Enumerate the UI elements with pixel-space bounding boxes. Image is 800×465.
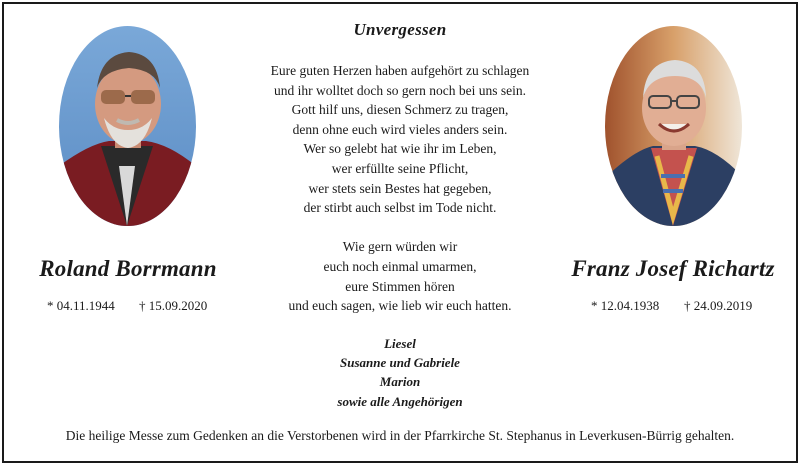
poem-line: Gott hilf uns, diesen Schmerz zu tragen, [291,102,509,118]
name-franz-josef-richartz: Franz Josef Richartz [571,256,775,281]
stanza-gap [240,218,560,238]
signer-name: sowie alle Angehörigen [337,393,463,409]
signer-name: Liesel [384,336,416,351]
portrait-roland-borrmann [59,26,196,226]
poem-line: Eure guten Herzen haben aufgehört zu schlagen [270,63,530,78]
poem [240,61,560,316]
birth-date-right: * 12.04.1938 [591,298,660,313]
poem-line: und euch sagen, wie lieb wir euch hatten. [288,298,512,314]
name-roland-borrmann: Roland Borrmann [39,256,217,281]
poem-line: Wie gern würden wir [342,239,458,255]
poem-line: denn ohne euch wird vieles anders sein. [292,121,508,137]
poem-line: wer stets sein Bestes hat gegeben, [308,180,492,196]
death-date-left: † 15.09.2020 [139,298,208,313]
death-date-right: † 24.09.2019 [684,298,753,313]
poem-line: eure Stimmen hören [345,278,455,294]
signer-name: Susanne und Gabriele [340,355,460,371]
signers [250,334,550,411]
mass-notice: Die heilige Messe zum Gedenken an die Verstorbenen wird in der Pfarrkirche St. Stephanus in Leverkusen-Bürrig gehalten. [65,428,735,443]
portrait-franz-josef-richartz [605,26,742,226]
poem-line: Wer so gelebt hat wie ihr im Leben, [303,141,497,157]
heading-unvergessen: Unvergessen [353,20,447,39]
birth-date-left: * 04.11.1944 [47,298,115,313]
poem-line: und ihr wolltet doch so gern noch bei uns sein. [274,82,526,98]
poem-line: wer erfüllte seine Pflicht, [331,160,469,176]
signer-name: Marion [379,374,421,390]
poem-line: der stirbt auch selbst im Tode nicht. [303,200,497,216]
poem-line: euch noch einmal umarmen, [323,258,477,274]
